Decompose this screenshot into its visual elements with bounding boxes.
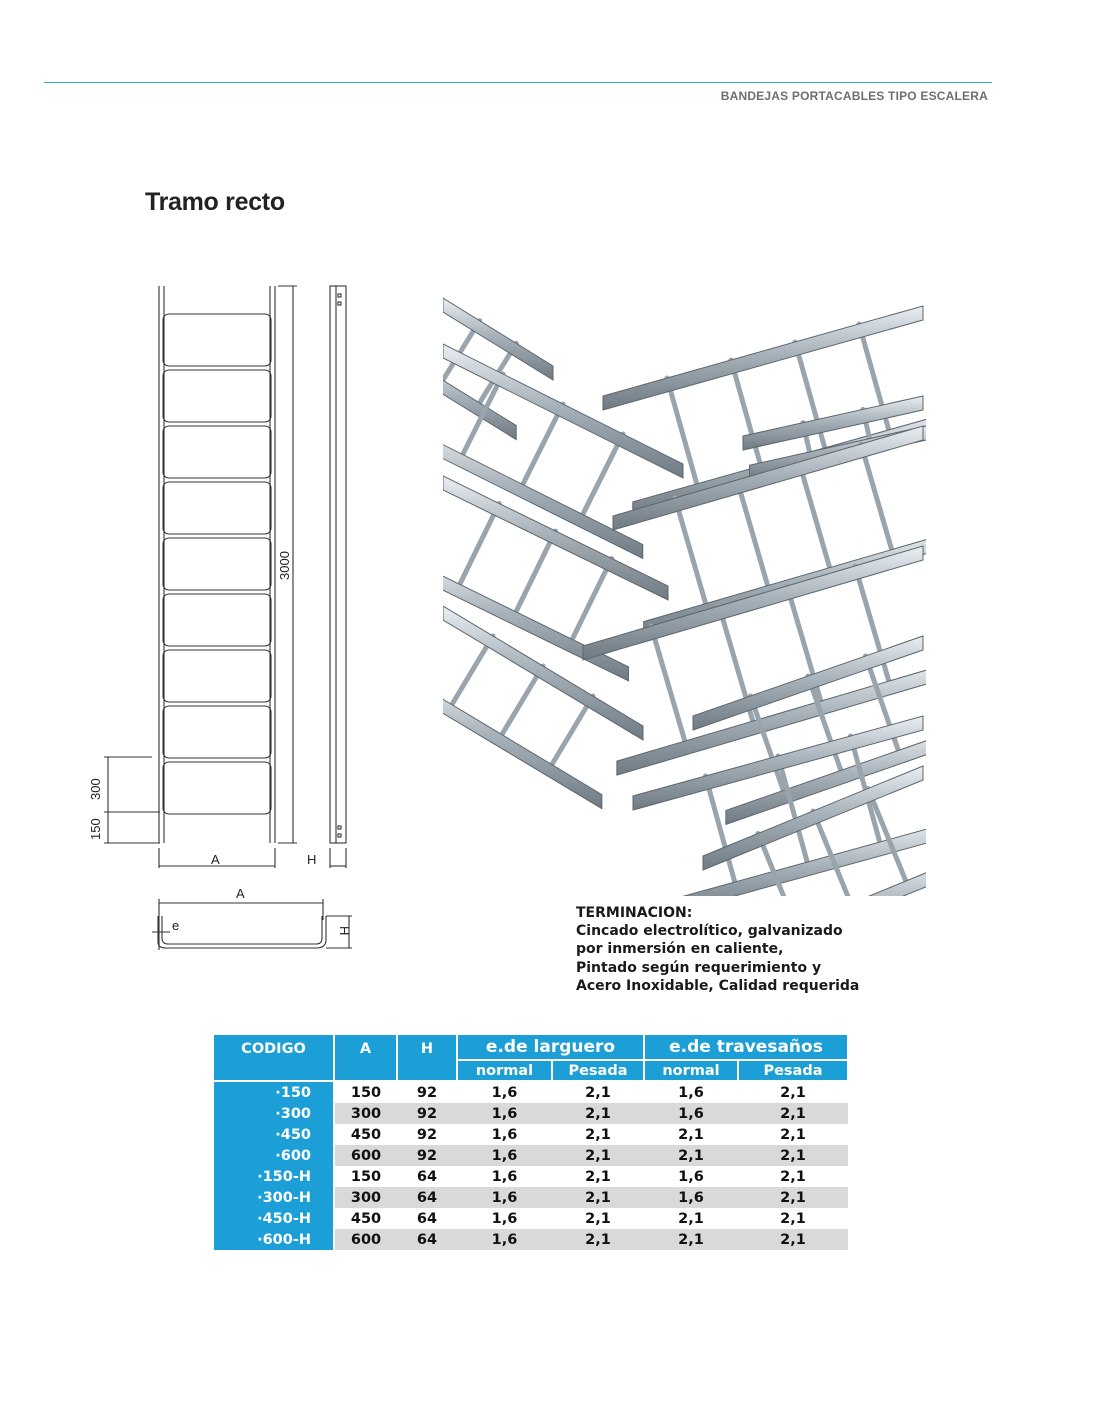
cell-larguero-normal: 1,6 <box>457 1208 552 1229</box>
ladder-rung <box>163 482 271 534</box>
cell-h: 92 <box>397 1103 457 1124</box>
finish-line: Pintado según requerimiento y <box>576 959 822 976</box>
table-row <box>214 1124 848 1145</box>
dim-height-label: H <box>307 852 317 867</box>
cell-h: 92 <box>397 1145 457 1166</box>
cell-code: ·150 <box>214 1081 334 1103</box>
header-codigo: CODIGO <box>214 1035 334 1081</box>
side-view-rail <box>330 286 346 843</box>
cell-travesanos-normal: 2,1 <box>644 1124 738 1145</box>
cell-travesanos-normal: 2,1 <box>644 1208 738 1229</box>
finish-line: por inmersión en caliente, <box>576 941 784 958</box>
ladder-rung <box>163 538 271 590</box>
cell-a: 150 <box>334 1081 397 1103</box>
cell-h: 64 <box>397 1187 457 1208</box>
cell-travesanos-pesada: 2,1 <box>738 1124 848 1145</box>
cell-travesanos-pesada: 2,1 <box>738 1103 848 1124</box>
cell-travesanos-normal: 1,6 <box>644 1166 738 1187</box>
dim-width-label: A <box>211 852 220 867</box>
cell-h: 92 <box>397 1124 457 1145</box>
header-larguero-pesada: Pesada <box>552 1060 644 1081</box>
dim-height-section-label: H <box>337 926 352 936</box>
cell-travesanos-normal: 2,1 <box>644 1145 738 1166</box>
ladder-rung <box>163 314 271 366</box>
dim-thickness-label: e <box>172 918 180 933</box>
table-row <box>214 1208 848 1229</box>
cell-larguero-normal: 1,6 <box>457 1187 552 1208</box>
cell-larguero-pesada: 2,1 <box>552 1166 644 1187</box>
cell-a: 600 <box>334 1145 397 1166</box>
cell-travesanos-normal: 1,6 <box>644 1187 738 1208</box>
cell-travesanos-pesada: 2,1 <box>738 1208 848 1229</box>
ladder-rung <box>163 650 271 702</box>
cell-h: 92 <box>397 1081 457 1103</box>
spec-table <box>214 1035 849 1250</box>
cell-h: 64 <box>397 1208 457 1229</box>
cell-travesanos-pesada: 2,1 <box>738 1166 848 1187</box>
cell-larguero-pesada: 2,1 <box>552 1103 644 1124</box>
ladder-rung <box>163 370 271 422</box>
cell-code: ·600-H <box>214 1229 334 1250</box>
cell-larguero-normal: 1,6 <box>457 1166 552 1187</box>
cell-h: 64 <box>397 1229 457 1250</box>
technical-drawing <box>0 0 440 980</box>
cell-larguero-normal: 1,6 <box>457 1229 552 1250</box>
ladder-rung <box>163 706 271 758</box>
cell-larguero-normal: 1,6 <box>457 1145 552 1166</box>
ladder-rung <box>163 426 271 478</box>
cell-larguero-pesada: 2,1 <box>552 1187 644 1208</box>
cell-larguero-pesada: 2,1 <box>552 1145 644 1166</box>
cell-code: ·300-H <box>214 1187 334 1208</box>
cell-travesanos-pesada: 2,1 <box>738 1145 848 1166</box>
dim-length-label: 3000 <box>277 551 292 580</box>
cell-code: ·450 <box>214 1124 334 1145</box>
cell-a: 300 <box>334 1103 397 1124</box>
header-h: H <box>397 1035 457 1081</box>
table-row <box>214 1229 848 1250</box>
cell-travesanos-pesada: 2,1 <box>738 1081 848 1103</box>
header-larguero: e.de larguero <box>457 1035 644 1060</box>
header-travesanos: e.de travesaños <box>644 1035 848 1060</box>
section-profile <box>162 916 322 944</box>
cell-a: 450 <box>334 1124 397 1145</box>
cell-a: 450 <box>334 1208 397 1229</box>
tray-left-1 <box>443 298 553 440</box>
table-row <box>214 1103 848 1124</box>
header-travesanos-pesada: Pesada <box>738 1060 848 1081</box>
ladder-rung <box>163 762 271 814</box>
cell-h: 64 <box>397 1166 457 1187</box>
finish-notes <box>576 904 859 995</box>
cell-code: ·300 <box>214 1103 334 1124</box>
cell-code: ·150-H <box>214 1166 334 1187</box>
cell-larguero-pesada: 2,1 <box>552 1081 644 1103</box>
ladder-rung <box>163 594 271 646</box>
cell-larguero-normal: 1,6 <box>457 1103 552 1124</box>
table-row <box>214 1187 848 1208</box>
dim-end-label: 150 <box>88 818 103 840</box>
table-row <box>214 1145 848 1166</box>
cell-code: ·450-H <box>214 1208 334 1229</box>
table-row <box>214 1166 848 1187</box>
section-title: BANDEJAS PORTACABLES TIPO ESCALERA <box>720 89 988 103</box>
ladder-rungs <box>163 314 271 814</box>
cell-travesanos-pesada: 2,1 <box>738 1229 848 1250</box>
cell-a: 600 <box>334 1229 397 1250</box>
tray-left-2 <box>443 344 683 558</box>
cell-larguero-normal: 1,6 <box>457 1081 552 1103</box>
cell-larguero-pesada: 2,1 <box>552 1124 644 1145</box>
cell-larguero-normal: 1,6 <box>457 1124 552 1145</box>
cell-travesanos-normal: 1,6 <box>644 1103 738 1124</box>
header-larguero-normal: normal <box>457 1060 552 1081</box>
cell-code: ·600 <box>214 1145 334 1166</box>
cell-a: 150 <box>334 1166 397 1187</box>
header-travesanos-normal: normal <box>644 1060 738 1081</box>
cell-a: 300 <box>334 1187 397 1208</box>
finish-line: Cincado electrolítico, galvanizado <box>576 923 843 940</box>
table-row <box>214 1081 848 1103</box>
cell-travesanos-normal: 2,1 <box>644 1229 738 1250</box>
product-photo <box>443 296 926 896</box>
finish-heading: TERMINACION: <box>576 905 693 921</box>
cell-larguero-pesada: 2,1 <box>552 1208 644 1229</box>
cell-travesanos-pesada: 2,1 <box>738 1187 848 1208</box>
dim-width-section-label: A <box>236 886 245 901</box>
cell-larguero-pesada: 2,1 <box>552 1229 644 1250</box>
page-title: Tramo recto <box>145 188 285 216</box>
header-a: A <box>334 1035 397 1081</box>
cell-travesanos-normal: 1,6 <box>644 1081 738 1103</box>
finish-line: Acero Inoxidable, Calidad requerida <box>576 977 860 994</box>
dim-rung-spacing-label: 300 <box>88 778 103 800</box>
